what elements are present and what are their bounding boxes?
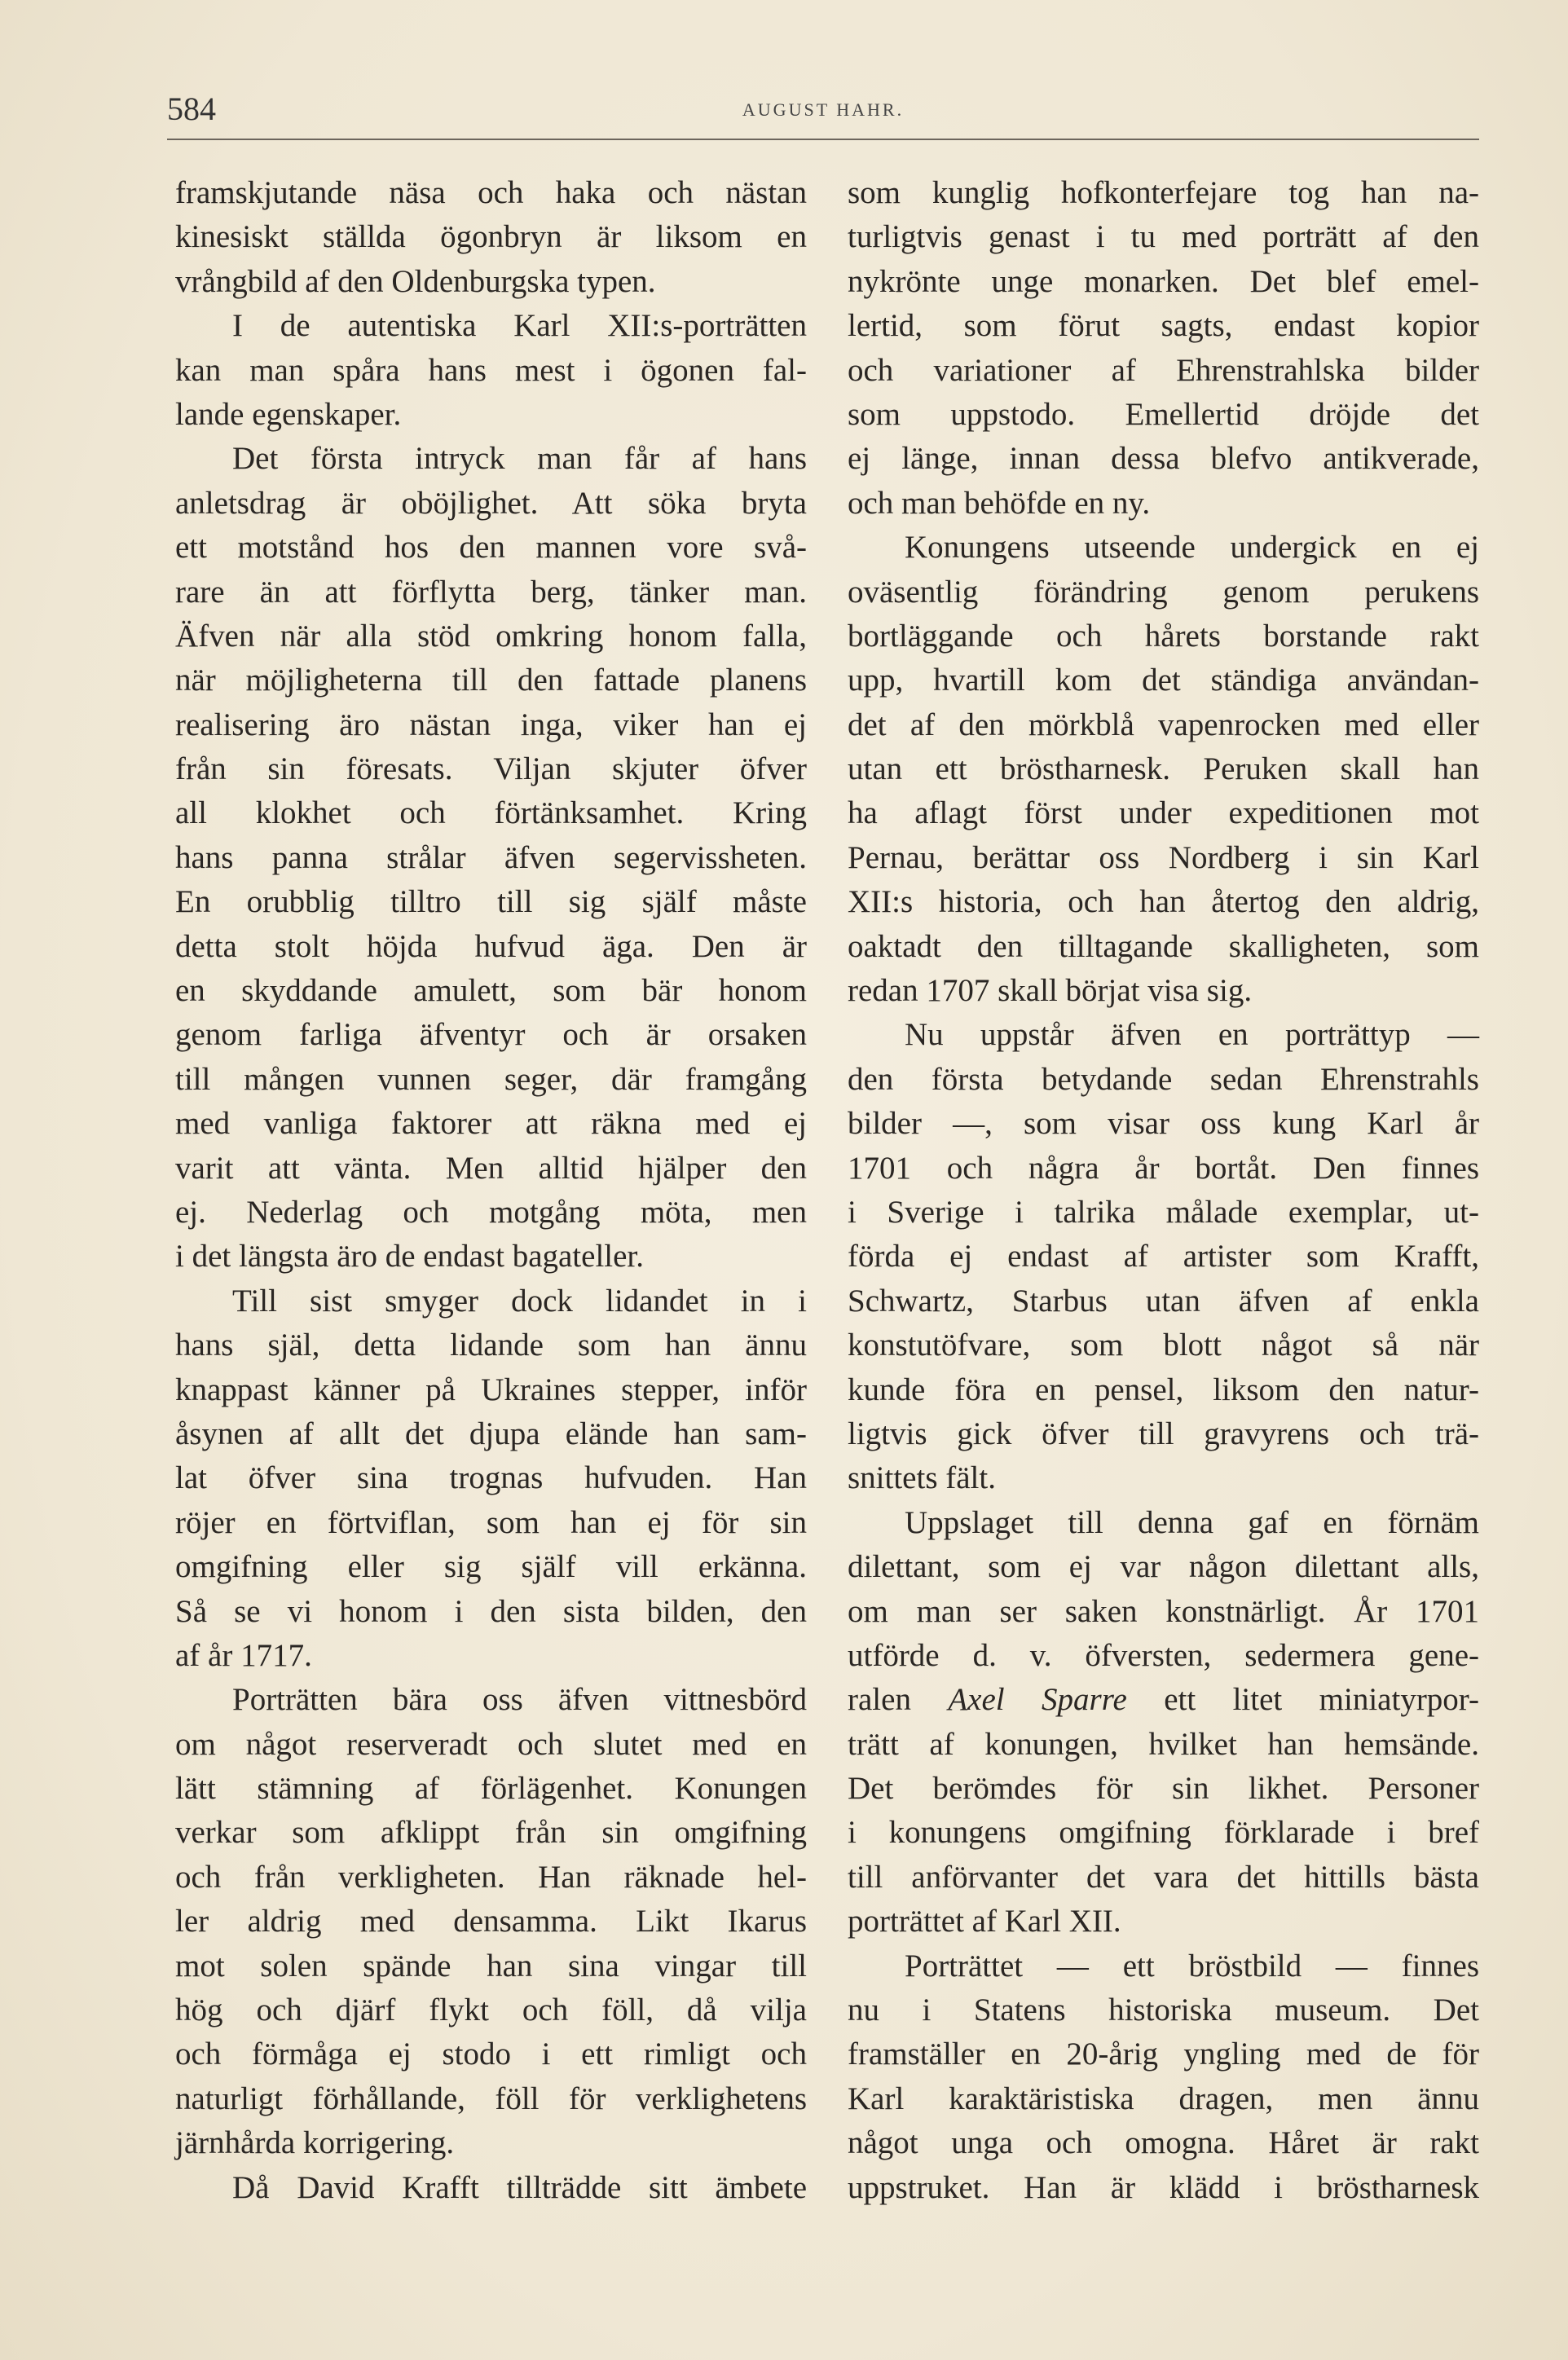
text-line: uppstruket. Han är klädd i bröstharnesk [848,2169,1479,2205]
text-line: ler aldrig med densamma. Likt Ikarus [175,1904,807,1940]
text-line: om man ser saken konstnärligt. År 1701 [848,1593,1479,1629]
text-line: ett motstånd hos den mannen vore svå- [175,530,807,566]
text-line: i det längsta äro de endast bagateller. [175,1239,645,1275]
text-line: naturligt förhållande, föll för verklighetens [175,2080,807,2116]
text-line: dilettant, som ej var någon dilettant alls, [848,1549,1479,1585]
text-line: kinesiskt ställda ögonbryn är liksom en [175,219,807,255]
text-line: I de autentiska Karl XII:s-porträtten [232,308,807,344]
text-line: kan man spåra hans mest i ögonen fal- [175,352,807,388]
text-line: från sin föresats. Viljan skjuter öfver [175,751,807,787]
text-line: mot solen spände han sina vingar till [175,1948,807,1984]
text-line: när möjligheterna till den fattade planens [175,663,807,698]
text-line: Schwartz, Starbus utan äfven af enkla [848,1283,1479,1319]
text-line: lätt stämning af förlägenhet. Konungen [175,1771,807,1807]
text-line: framställer en 20-årig yngling med de för [848,2036,1479,2072]
text-line: upp, hvartill kom det ständiga användan- [848,663,1479,698]
text-line: utförde d. v. öfversten, sedermera gene- [848,1637,1479,1673]
page-header [167,90,1479,139]
left-column [175,171,807,2210]
running-head: AUGUST HAHR. [742,99,905,120]
page-number: 584 [167,90,216,127]
text-line: en skyddande amulett, som bär honom [175,973,807,1009]
text-line: något unga och omogna. Håret är rakt [848,2125,1479,2161]
text-line: och från verkligheten. Han räknade hel- [175,1859,807,1895]
text-line: all klokhet och förtänksamhet. Kring [175,795,807,831]
text-line: En orubblig tilltro till sig själf måste [175,884,807,920]
text-line: XII:s historia, och han återtog den aldrig, [848,884,1479,920]
text-line: till anförvanter det vara det hittills bästa [848,1859,1479,1895]
text-line: lertid, som förut sagts, endast kopior [848,308,1479,344]
text-line: Uppslaget till denna gaf en förnäm [905,1504,1479,1540]
text-line: som uppstodo. Emellertid dröjde det [848,396,1479,432]
text-line: oväsentlig förändring genom perukens [848,574,1479,610]
text-line: det af den mörkblå vapenrocken med eller [848,707,1479,742]
text-line: ligtvis gick öfver till gravyrens och trä- [848,1416,1479,1451]
text-line: nykrönte unge monarken. Det blef emel- [848,263,1479,299]
italic-name: Axel Sparre [948,1682,1127,1718]
text-line: knappast känner på Ukraines stepper, inför [175,1372,807,1407]
text-line: och man behöfde en ny. [848,485,1151,521]
text-line: och förmåga ej stodo i ett rimligt och [175,2036,807,2072]
text-line: genom farliga äfventyr och är orsaken [175,1017,807,1053]
text-line: vrångbild af den Oldenburgska typen. [175,263,656,299]
text-line: rare än att förflytta berg, tänker man. [175,574,807,610]
text-line: ej. Nederlag och motgång möta, men [175,1194,807,1230]
text-line: som kunglig hofkonterfejare tog han na- [848,175,1479,210]
text-line: detta stolt höjda hufvud äga. Den är [175,928,807,964]
text-line: snittets fält. [848,1460,996,1496]
text-line: konstutöfvare, som blott något så när [848,1328,1479,1363]
text-line: åsynen af allt det djupa elände han sam- [175,1416,807,1451]
text-line: ha aflagt först under expeditionen mot [848,795,1479,831]
text-line: trätt af konungen, hvilket han hemsände. [848,1726,1479,1762]
text-line: hans själ, detta lidande som han ännu [175,1328,807,1363]
text-line: bilder —, som visar oss kung Karl år [848,1106,1479,1142]
text-line: Äfven när alla stöd omkring honom falla, [175,618,807,654]
text-line: järnhårda korrigering. [175,2125,455,2161]
text-line: Det första intryck man får af hans [232,441,807,477]
text-line: hög och djärf flykt och föll, då vilja [175,1992,807,2028]
text-line: Då David Krafft tillträdde sitt ämbete [232,2169,807,2205]
text-line: röjer en förtviflan, som han ej för sin [175,1504,807,1540]
text-line: framskjutande näsa och haka och nästan [175,175,807,210]
text-line: bortläggande och hårets borstande rakt [848,618,1479,654]
text-line: i konungens omgifning förklarade i bref [848,1815,1479,1851]
text-line: Nu uppstår äfven en porträttyp — [905,1017,1479,1053]
text-line: förda ej endast af artister som Krafft, [848,1239,1479,1275]
text-line: 1701 och några år bortåt. Den finnes [848,1150,1479,1186]
right-column [848,171,1479,2210]
text-line: Karl karaktäristiska dragen, men ännu [848,2080,1479,2116]
text-line: Till sist smyger dock lidandet in i [232,1283,807,1319]
text-line: med vanliga faktorer att räkna med ej [175,1106,807,1142]
text-line: om något reserveradt och slutet med en [175,1726,807,1762]
text-line: Konungens utseende undergick en ej [905,530,1479,566]
text-line: verkar som afklippt från sin omgifning [175,1815,807,1851]
text-line: Pernau, berättar oss Nordberg i sin Karl [848,839,1479,875]
text-line: ej länge, innan dessa blefvo antikverade, [848,441,1479,477]
text-line: ralen Axel Sparre ett litet miniatyrpor- [848,1682,1479,1718]
text-line: anletsdrag är oböjlighet. Att söka bryta [175,485,807,521]
text-line: af år 1717. [175,1637,312,1673]
text-line: utan ett bröstharnesk. Peruken skall han [848,751,1479,787]
text-line: Porträttet — ett bröstbild — finnes [905,1948,1479,1984]
text-line: hans panna strålar äfven segervissheten. [175,839,807,875]
text-line: och variationer af Ehrenstrahlska bilder [848,352,1479,388]
text-line: den första betydande sedan Ehrenstrahls [848,1061,1479,1097]
text-line: varit att vänta. Men alltid hjälper den [175,1150,807,1186]
text-line: oaktadt den tilltagande skalligheten, som [848,928,1479,964]
text-line: realisering äro nästan inga, viker han ej [175,707,807,742]
text-line: redan 1707 skall börjat visa sig. [848,973,1253,1009]
text-line: turligtvis genast i tu med porträtt af den [848,219,1479,255]
text-line: kunde föra en pensel, liksom den natur- [848,1372,1479,1407]
header-rule [167,139,1479,140]
text-line: nu i Statens historiska museum. Det [848,1992,1479,2028]
text-line: porträttet af Karl XII. [848,1904,1121,1940]
text-line: omgifning eller sig själf vill erkänna. [175,1549,807,1585]
text-line: till mången vunnen seger, där framgång [175,1061,807,1097]
text-line: Porträtten bära oss äfven vittnesbörd [232,1682,807,1718]
text-line: Det berömdes för sin likhet. Personer [848,1771,1479,1807]
text-line: lat öfver sina trognas hufvuden. Han [175,1460,807,1496]
text-line: lande egenskaper. [175,396,402,432]
text-line: i Sverige i talrika målade exemplar, ut- [848,1194,1479,1230]
text-line: Så se vi honom i den sista bilden, den [175,1593,807,1629]
